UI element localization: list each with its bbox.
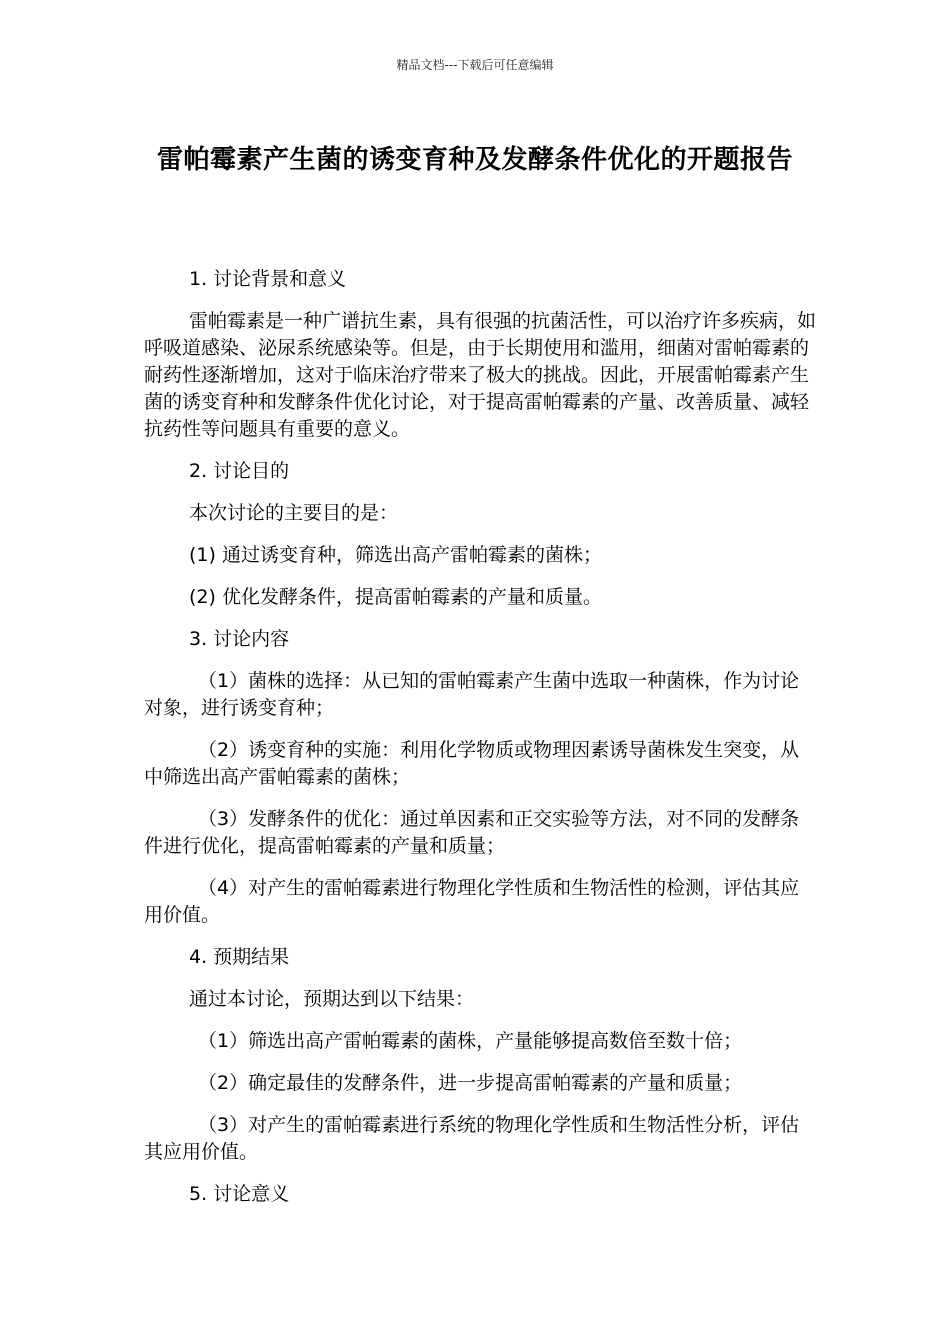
document-body <box>144 266 816 1223</box>
list-item: (1) 通过诱变育种，筛选出高产雷帕霉素的菌株； <box>189 544 602 566</box>
list-item: （2）诱变育种的实施：利用化学物质或物理因素诱导菌株发生突变，从中筛选出高产雷帕霉素的菌株； <box>144 739 800 788</box>
list-item: （3）发酵条件的优化：通过单因素和正交实验等方法，对不同的发酵条件进行优化，提高雷帕霉素的产量和质量； <box>144 808 800 857</box>
list-item: （3）对产生的雷帕霉素进行系统的物理化学性质和生物活性分析，评估其应用价值。 <box>144 1114 800 1163</box>
header-note: 精品文档---下载后可任意编辑 <box>396 58 554 72</box>
section-2-intro: 本次讨论的主要目的是： <box>189 502 399 524</box>
section-4-heading: 4. 预期结果 <box>189 946 290 968</box>
section-5-heading: 5. 讨论意义 <box>189 1183 290 1205</box>
list-item: （4）对产生的雷帕霉素进行物理化学性质和生物活性的检测，评估其应用价值。 <box>144 877 800 926</box>
list-item: （1）筛选出高产雷帕霉素的菌株，产量能够提高数倍至数十倍； <box>198 1030 743 1052</box>
section-2-heading: 2. 讨论目的 <box>189 460 290 482</box>
section-1-heading: 1. 讨论背景和意义 <box>189 268 347 290</box>
section-1-paragraph: 雷帕霉素是一种广谱抗生素，具有很强的抗菌活性，可以治疗许多疾病，如呼吸道感染、泌尿系统感染等。但是，由于长期使用和滥用，细菌对雷帕霉素的耐药性逐渐增加，这对于临床治疗带来了极大的挑战。因此，开展雷帕霉素产生菌的诱变育种和发酵条件优化讨论，对于提高雷帕霉素的产量、改善质量、减轻抗药性等问题具有重要的意义。 <box>144 310 817 440</box>
document-title: 雷帕霉素产生菌的诱变育种及发酵条件优化的开题报告 <box>156 145 793 175</box>
section-4-intro: 通过本讨论，预期达到以下结果： <box>189 988 475 1010</box>
list-item: （2）确定最佳的发酵条件，进一步提高雷帕霉素的产量和质量； <box>198 1072 743 1094</box>
list-item: (2) 优化发酵条件，提高雷帕霉素的产量和质量。 <box>189 586 602 608</box>
section-3-heading: 3. 讨论内容 <box>189 628 290 650</box>
list-item: （1）菌株的选择：从已知的雷帕霉素产生菌中选取一种菌株，作为讨论对象，进行诱变育种； <box>144 670 800 719</box>
